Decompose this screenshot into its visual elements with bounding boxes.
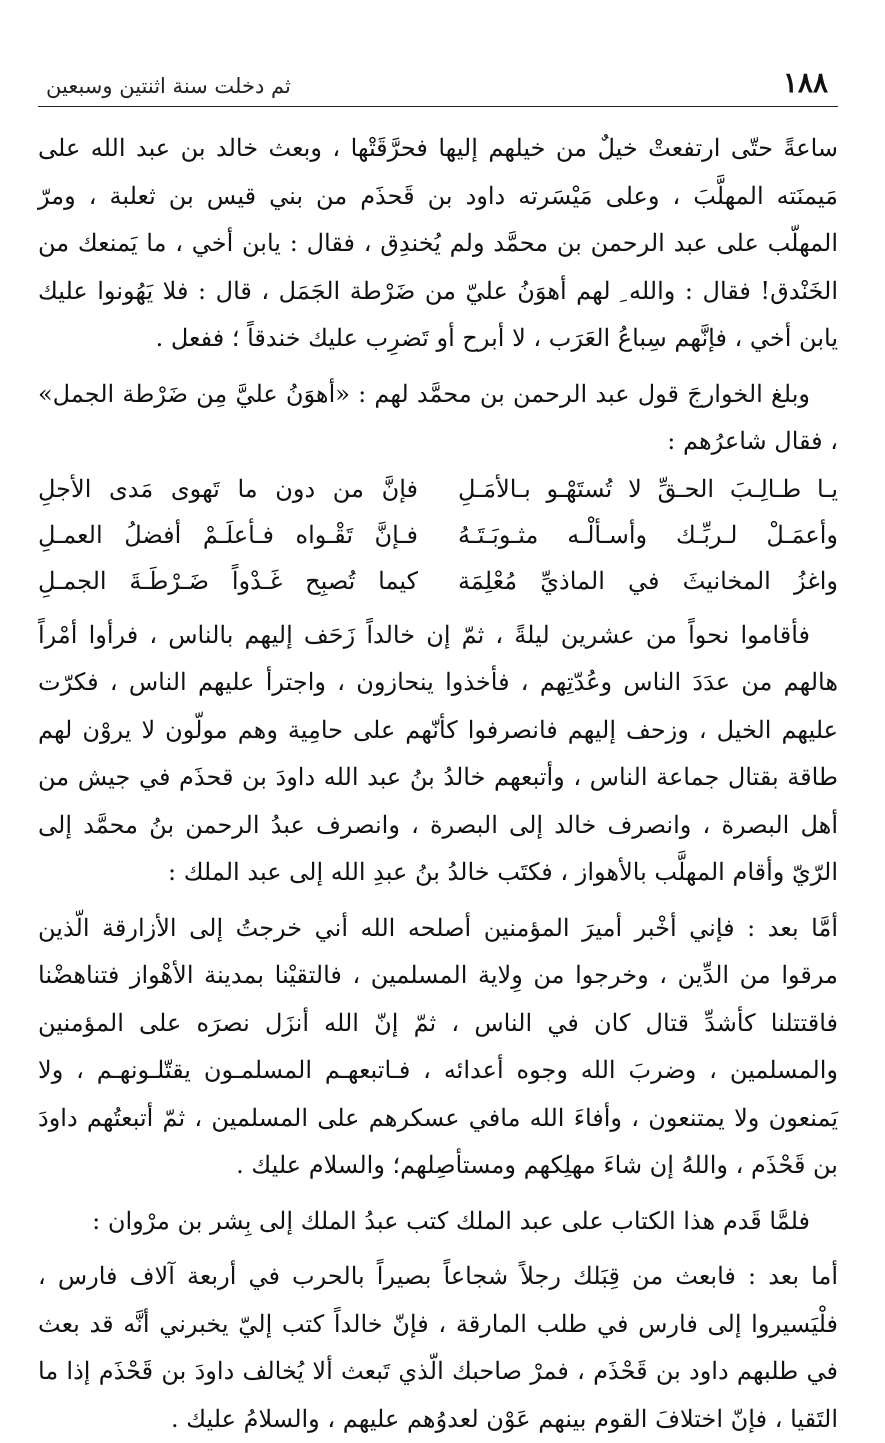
verse-2-second-hemistich: فـإنَّ تَقْـواه فـأعلَـمْ أفضلُ العمـلِ — [38, 520, 418, 549]
body-text — [38, 125, 838, 1443]
verse-3-first-hemistich: واغزُ المخانيثَ في الماذيِّ مُعْلِمَة — [458, 566, 838, 595]
poem — [38, 466, 838, 604]
verse-3-second-hemistich: كيما تُصبِح غَـدْواً ضَـرْطَـةَ الجمـلِ — [38, 566, 418, 595]
paragraph-gap — [38, 1190, 838, 1198]
verse-1-first-hemistich: يـا طـالِـبَ الحـقِّ لا تُستَهْـو بـالأمَـلِ — [458, 474, 838, 503]
letter-khalid: أمَّا بعد : فإني أخْبر أميرَ المؤمنين أصلحه الله أني خرجتُ إلى الأزارقة الّذين مرقوا من الدِّين ، وخرجوا من وِلاية المسلمين ، فالتقيْنا بمدينة الأهْواز فتناهضْنا فاقتتلنا كأشدِّ قتال كان في الناس ، ثمّ إنّ الله أنزَل نصرَه على المؤمنين والمسلمين ، وضربَ الله وجوه أعدائه ، فـاتبعهـم المسلمـون يقتّلـونهـم ، ولا يَمنعون ولا يمتنعون ، وأفاءَ الله مافي عسكرهم على المسلمين ، ثمّ أتبعتُهم داودَ بن قَحْذَم ، واللهُ إن شاءَ مهلِكهم ومستأصِلهم؛ والسلام عليك . — [38, 913, 839, 1179]
verse-2-first-hemistich: وأعمَـلْ لـربِّـك وأسـألْـه مثـوبَـتَـهُ — [458, 520, 838, 549]
chapter-title: ثم دخلت سنة اثنتين وسبعين — [46, 74, 291, 98]
paragraph-3: فأقاموا نحواً من عشرين ليلةً ، ثمّ إن خالداً زَحَف إليهم بالناس ، فرأوا أمْراً هالهم من عدَدَ الناس وعُدّتِهم ، فأخذوا ينحازون ، واجترأ عليهم الناس ، فكرّت عليهم الخيل ، وزحف إليهم فانصرفوا كأنّهم على حامِية وهم مولّون لا يروْن لهم طاقة بقتال جماعة الناس ، وأتبعهم خالدُ بنُ عبد الله داودَ بن قحذَم في جيش من أهل البصرة ، وانصرف خالد إلى البصرة ، وانصرف عبدُ الرحمن بنُ محمَّد إلى الرّيّ وأقام المهلَّب بالأهواز ، فكتَب خالدُ بنُ عبدِ الله إلى عبد الملك : — [38, 620, 838, 886]
paragraph-2: وبلغ الخوارجَ قول عبد الرحمن بن محمَّد لهم : «أهوَنُ عليَّ مِن ضَرْطة الجمل» ، فقال شاعرُهم : — [38, 379, 838, 455]
paragraph-4: فلمَّا قَدم هذا الكتاب على عبد الملك كتب عبدُ الملك إلى بِشر بن مرْوان : — [92, 1206, 810, 1235]
poem-verse-3 — [38, 558, 838, 604]
letter-abd-al-malik: أما بعد : فابعث من قِبَلك رجلاً شجاعاً بصيراً بالحرب في أربعة آلاف فارس ، فلْيَسيروا إلى فارس في طلب المارقة ، فإنّ خالداً كتب إليّ يخبرني أنَّه قد بعث في طلبهم داود بن قَحْذَم ، فمرْ صاحبك الّذي تَبعث ألا يُخالف داودَ بن قَحْذَم إذا ما التَقيا ، فإنّ اختلافَ القوم بينهم عَوْن لعدوُهم عليهم ، والسلامُ عليك . — [38, 1262, 838, 1433]
page-number: ١٨٨ — [782, 66, 828, 99]
poem-verse-1 — [38, 466, 838, 512]
paragraph-gap — [38, 363, 838, 371]
paragraph-gap — [38, 604, 838, 612]
paragraph-gap — [38, 1245, 838, 1253]
verse-1-second-hemistich: فإنَّ من دون ما تَهوى مَدى الأجلِ — [38, 474, 418, 503]
running-head — [38, 60, 838, 107]
poem-verse-2 — [38, 512, 838, 558]
paragraph-1: ساعةً حتّى ارتفعتْ خيلٌ من خيلهم إليها فحرَّقَتْها ، وبعث خالد بن عبد الله على مَيمنَته المهلَّبَ ، وعلى مَيْسَرته داود بن قَحذَم من بني قيس بن ثعلبة ، ومرّ المهلّب على عبد الرحمن بن محمَّد ولم يُخندِق ، فقال : يابن أخي ، ما يَمنعك من الخَنْدق! فقال : والله ِ لهم أهوَنُ عليّ من ضَرْطة الجَمَل ، قال : فلا يَهُونوا عليك يابن أخي ، فإنَّهم سِباعُ العَرَب ، لا أبرح أو تَضرِب عليك خندقاً ؛ ففعل . — [38, 134, 838, 352]
book-page — [38, 60, 839, 1433]
paragraph-gap — [38, 897, 838, 905]
